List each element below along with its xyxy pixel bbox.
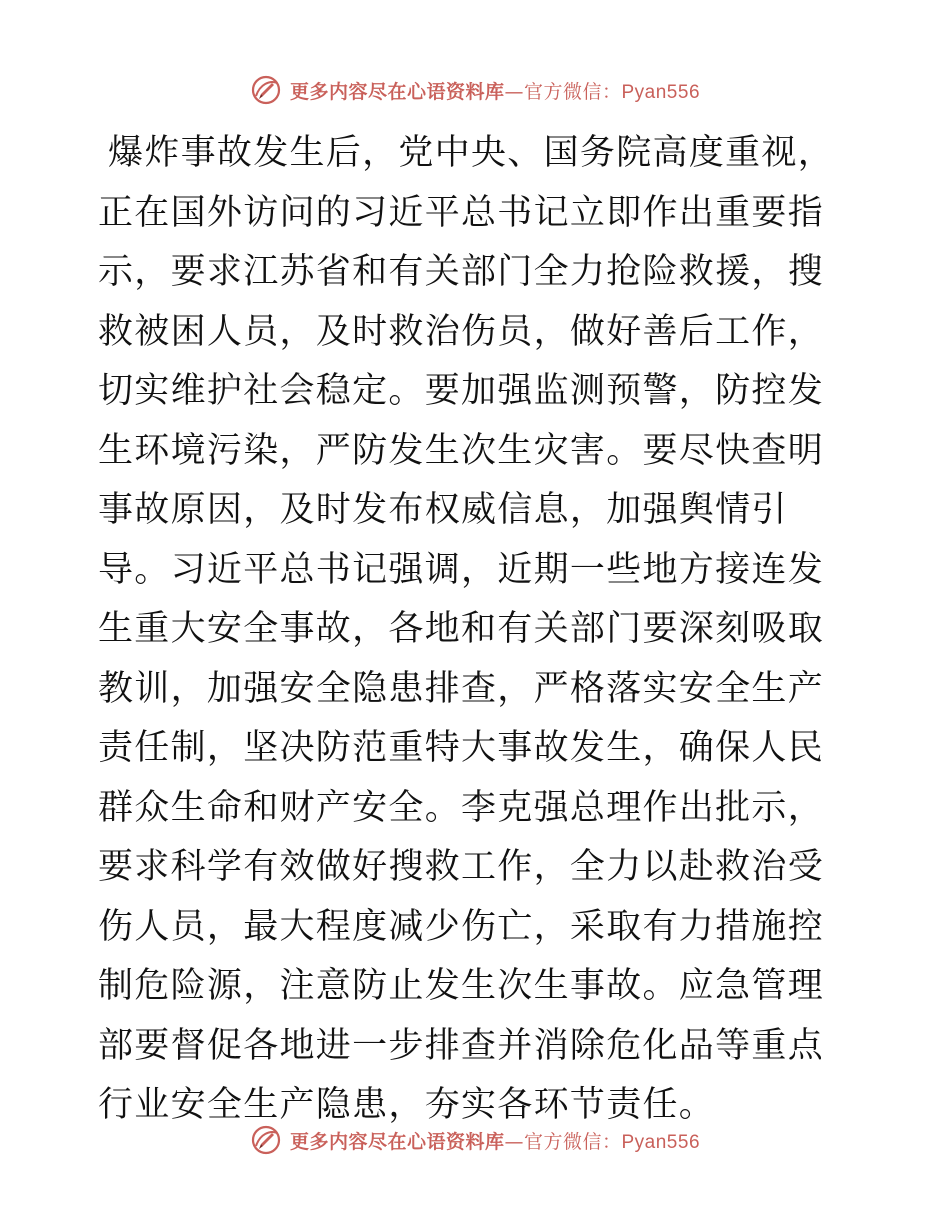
header-banner-title: 更多内容尽在心语资料库 [289,80,505,103]
header-banner-dash: — [504,80,524,103]
header-banner-text [290,77,700,104]
footer-banner-title: 更多内容尽在心语资料库 [289,1130,505,1153]
header-banner [0,70,950,110]
footer-banner-wechat-label: 官方微信： [523,1130,622,1153]
footer-banner-wechat-id: Pyan556 [621,1131,701,1153]
header-banner-wechat-label: 官方微信： [523,80,622,103]
pen-swirl-logo-icon [250,1124,282,1156]
header-banner-wechat-id: Pyan556 [621,81,701,103]
article-paragraph: 爆炸事故发生后，党中央、国务院高度重视，正在国外访问的习近平总书记立即作出重要指示，要求江苏省和有关部门全力抢险救援，搜救被困人员，及时救治伤员，做好善后工作，切实维护社会稳定。要加强监测预警，防控发生环境污染，严防发生次生灾害。要尽快查明事故原因，及时发布权威信息，加强舆情引导。习近平总书记强调，近期一些地方接连发生重大安全事故，各地和有关部门要深刻吸取教训，加强安全隐患排查，严格落实安全生产责任制，坚决防范重特大事故发生，确保人民群众生命和财产安全。李克强总理作出批示，要求科学有效做好搜救工作，全力以赴救治受伤人员，最大程度减少伤亡，采取有力措施控制危险源，注意防止发生次生事故。应急管理部要督促各地进一步排查并消除危化品等重点行业安全生产隐患，夯实各环节责任。 [98,133,835,1125]
footer-banner-text [290,1127,700,1154]
footer-banner-dash: — [504,1130,524,1153]
footer-banner [0,1120,950,1160]
pen-swirl-logo-icon [250,74,282,106]
